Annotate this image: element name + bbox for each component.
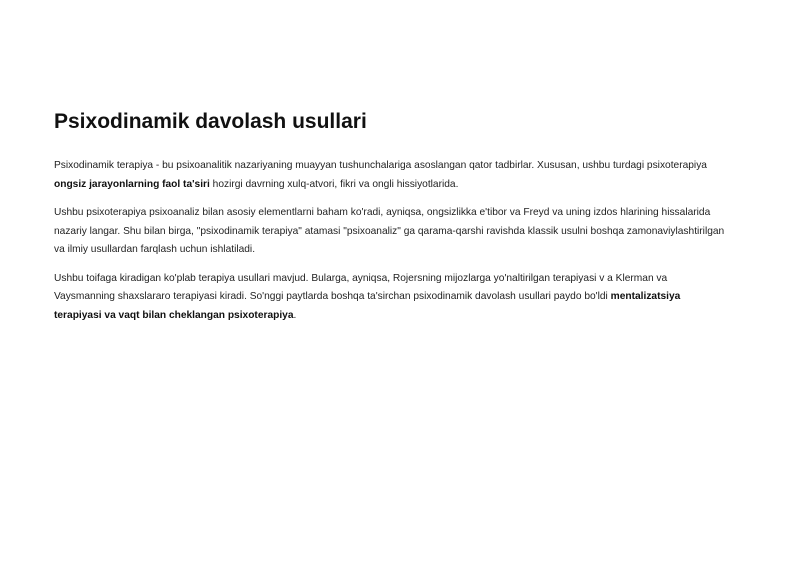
paragraph-2 xyxy=(54,204,728,260)
paragraph-3-text: Ushbu toifaga kiradigan ko'plab terapiya usullari mavjud. Bularga, ayniqsa, Rojersning mijozlarga yo'naltirilgan terapiyasi v a Klerman va Vaysmanning shaxslararo terapiyasi kiradi. So'nggi paytlarda boshqa ta'sirchan psixodinamik davolash usullari paydo bo'ldi xyxy=(54,272,668,302)
article xyxy=(54,106,728,335)
paragraph-3 xyxy=(54,270,728,326)
paragraph-2-text: Ushbu psixoterapiya psixoanaliz bilan asosiy elementlarni baham ko'radi, ayniqsa, ongsizlikka e'tibor va Freyd va uning izdos hlarining hissalarida nazariy langar. Shu bilan birga, "psixodinamik terapiya" atamasi "psixoanaliz" ga qarama-qarshi ravishda klassik usulni boshqa zamonaviylashtirilgan va ilmiy usullardan farqlash uchun ishlatiladi. xyxy=(54,207,725,255)
paragraph-1-after: hozirgi davrning xulq-atvori, fikri va ongli hissiyotlarida. xyxy=(209,178,459,190)
paragraph-3-after: . xyxy=(293,309,297,321)
page-title: Psixodinamik davolash usullari xyxy=(54,110,367,133)
paragraph-3-bold: mentalizatsiya terapiyasi va vaqt bilan cheklangan psixoterapiya xyxy=(54,291,681,321)
paragraph-1 xyxy=(54,157,728,194)
paragraph-1-bold: ongsiz jarayonlarning faol ta'siri xyxy=(54,178,210,190)
paragraph-1-text: Psixodinamik terapiya - bu psixoanalitik nazariyaning muayyan tushunchalariga asoslangan qator tadbirlar. Xususan, ushbu turdagi psixoterapiya xyxy=(54,160,707,171)
